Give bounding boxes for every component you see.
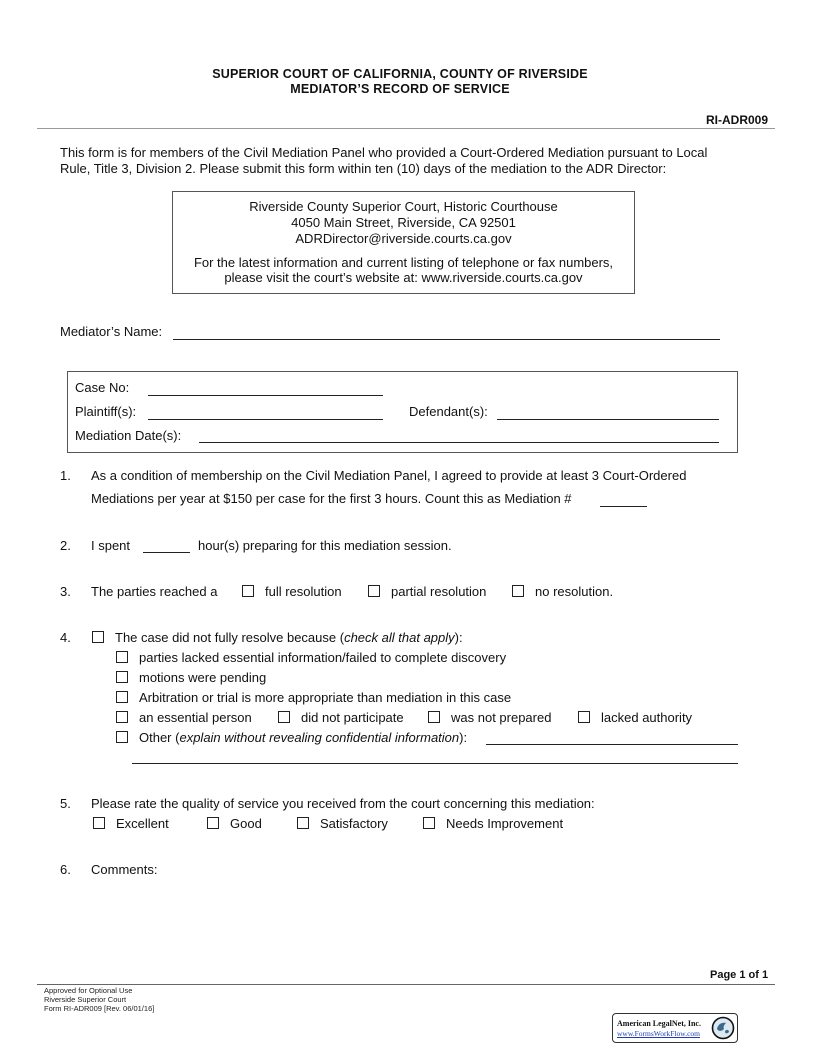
intro-line-2: Rule, Title 3, Division 2. Please submit this form within ten (10) days of the mediation to the ADR Director: (60, 161, 667, 176)
item-3-number: 3. (60, 584, 71, 599)
address-line-1: Riverside County Superior Court, Historic Courthouse (249, 199, 558, 214)
reason-other-label (139, 730, 467, 745)
plaintiff-field[interactable] (148, 419, 383, 420)
did-not-participate-checkbox[interactable] (278, 711, 290, 723)
case-no-field[interactable] (148, 395, 383, 396)
item-2-post: hour(s) preparing for this mediation session. (198, 538, 452, 553)
item-5-label: Please rate the quality of service you received from the court concerning this mediation: (91, 796, 595, 811)
address-email: ADRDirector@riverside.courts.ca.gov (295, 231, 512, 246)
comments-label: Comments: (91, 862, 158, 877)
reason-lacked-info-label: parties lacked essential information/failed to complete discovery (139, 650, 507, 665)
defendant-field[interactable] (497, 419, 719, 420)
court-name: SUPERIOR COURT OF CALIFORNIA, COUNTY OF RIVERSIDE (212, 67, 588, 81)
rating-satisfactory-label: Satisfactory (320, 816, 388, 831)
reason-arbitration-label: Arbitration or trial is more appropriate than mediation in this case (139, 690, 512, 705)
item-4-label-pre: The case did not fully resolve because ( (115, 630, 345, 645)
item-1-line-2: Mediations per year at $150 per case for the first 3 hours. Count this as Mediation # (91, 491, 572, 506)
mediator-name-field[interactable] (173, 339, 720, 340)
form-title: MEDIATOR’S RECORD OF SERVICE (290, 82, 510, 96)
item-4-label (115, 630, 463, 645)
case-no-label: Case No: (75, 380, 130, 395)
logo-url[interactable]: www.FormsWorkFlow.com (617, 1029, 701, 1038)
other-explanation-field-2[interactable] (132, 763, 738, 764)
no-resolution-label: no resolution. (535, 584, 614, 599)
logo-company-name: American LegalNet, Inc. (617, 1019, 701, 1028)
item-6-number: 6. (60, 862, 71, 877)
rating-satisfactory-checkbox[interactable] (297, 817, 309, 829)
rating-excellent-label: Excellent (116, 816, 169, 831)
mediation-date-label: Mediation Date(s): (75, 428, 182, 443)
mediator-name-label: Mediator’s Name: (60, 324, 163, 339)
item-2-pre: I spent (91, 538, 131, 553)
item-3-label: The parties reached a (91, 584, 218, 599)
lacked-authority-label: lacked authority (601, 710, 693, 725)
other-label-italic: explain without revealing confidential information (179, 730, 460, 745)
other-explanation-field-1[interactable] (486, 744, 738, 745)
rating-needs-improvement-label: Needs Improvement (446, 816, 564, 831)
intro-line-1: This form is for members of the Civil Mediation Panel who provided a Court-Ordered Mediation pursuant to Local (60, 145, 708, 160)
no-resolution-checkbox[interactable] (512, 585, 524, 597)
item-2-number: 2. (60, 538, 71, 553)
was-not-prepared-checkbox[interactable] (428, 711, 440, 723)
partial-resolution-label: partial resolution (391, 584, 487, 599)
footer-divider (37, 984, 775, 985)
reason-motions-pending-label: motions were pending (139, 670, 267, 685)
rating-needs-improvement-checkbox[interactable] (423, 817, 435, 829)
hours-field[interactable] (143, 552, 190, 553)
item-1-number: 1. (60, 468, 71, 483)
address-line-4: For the latest information and current listing of telephone or fax numbers, (193, 255, 614, 270)
mediation-count-field[interactable] (600, 506, 647, 507)
item-4-label-post: ): (454, 630, 463, 645)
court-note: Riverside Superior Court (44, 995, 127, 1004)
item-4-number: 4. (60, 630, 71, 645)
item-1-line-1: As a condition of membership on the Civil Mediation Panel, I agreed to provide at least 3 Court-Ordered (91, 468, 687, 483)
header-divider (37, 128, 775, 129)
address-website: please visit the court’s website at: www.riverside.courts.ca.gov (224, 270, 583, 285)
comments-area[interactable] (91, 880, 738, 965)
other-label-post: ): (459, 730, 468, 745)
rating-good-label: Good (230, 816, 262, 831)
other-label-pre: Other ( (139, 730, 180, 745)
form-number: RI-ADR009 (706, 113, 769, 127)
reason-other-checkbox[interactable] (116, 731, 128, 743)
full-resolution-checkbox[interactable] (242, 585, 254, 597)
defendant-label: Defendant(s): (409, 404, 488, 419)
form-revision: Form RI-ADR009 [Rev. 06/01/16] (44, 1004, 155, 1013)
item-4-label-italic: check all that apply (344, 630, 455, 645)
was-not-prepared-label: was not prepared (451, 710, 552, 725)
did-not-participate-label: did not participate (301, 710, 404, 725)
lacked-authority-checkbox[interactable] (578, 711, 590, 723)
reason-motions-pending-checkbox[interactable] (116, 671, 128, 683)
page-number: Page 1 of 1 (710, 969, 769, 981)
rating-good-checkbox[interactable] (207, 817, 219, 829)
reason-essential-person-label: an essential person (139, 710, 252, 725)
partial-resolution-checkbox[interactable] (368, 585, 380, 597)
reason-essential-person-checkbox[interactable] (116, 711, 128, 723)
approval-note: Approved for Optional Use (44, 986, 133, 995)
address-line-2: 4050 Main Street, Riverside, CA 92501 (291, 215, 516, 230)
item-5-number: 5. (60, 796, 71, 811)
not-resolved-checkbox[interactable] (92, 631, 104, 643)
globe-icon (711, 1016, 735, 1040)
rating-excellent-checkbox[interactable] (93, 817, 105, 829)
reason-lacked-info-checkbox[interactable] (116, 651, 128, 663)
reason-arbitration-checkbox[interactable] (116, 691, 128, 703)
plaintiff-label: Plaintiff(s): (75, 404, 137, 419)
mediation-date-field[interactable] (199, 442, 719, 443)
legalnet-logo (612, 1013, 738, 1043)
full-resolution-label: full resolution (265, 584, 342, 599)
